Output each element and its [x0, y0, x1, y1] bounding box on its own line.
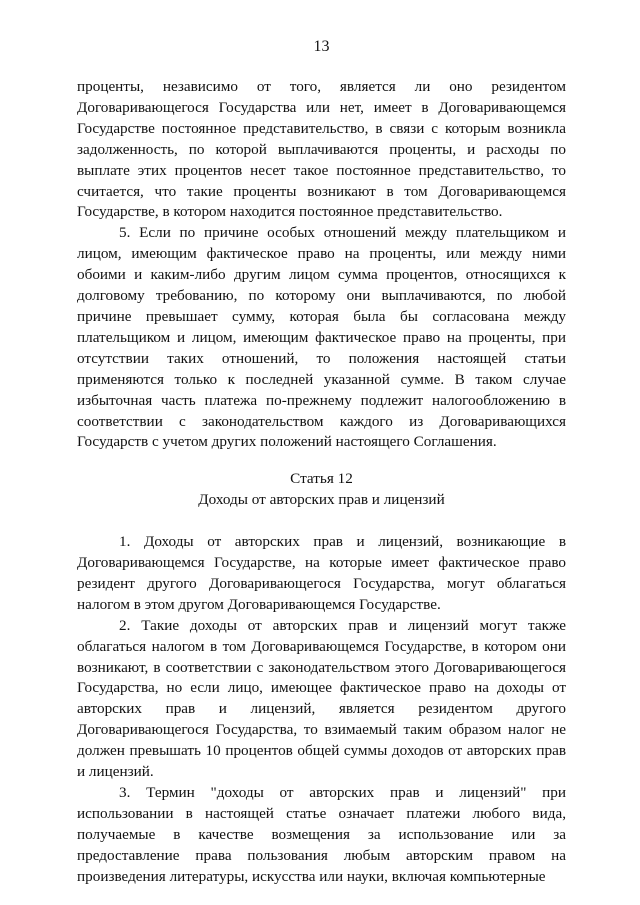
article-number: Статья 12: [290, 470, 353, 488]
paragraph-royalties-clause-3: 3. Термин "доходы от авторских прав и лицензий" при использовании в настоящей статье означает платежи любого вида, получаемые в качестве возмещения за использование или за предоставление права пользования любым авторским правом на произведения литературы, искусства или науки, включая компьютерные: [77, 784, 566, 885]
paragraph-royalties-clause-1: 1. Доходы от авторских прав и лицензий, возникающие в Договаривающемся Государстве, на которые имеет фактическое право резидент другого Договаривающегося Государства, могут облагаться налогом в этом другом Договаривающемся Государстве.: [77, 533, 566, 613]
page-number: 13: [313, 38, 330, 55]
paragraph-royalties-clause-2: 2. Такие доходы от авторских прав и лицензий могут также облагаться налогом в том Договаривающемся Государстве, в котором они возникают, в соответствии с законодательством этого Договаривающегося Государства, но если лицо, имеющее фактическое право на доходы от авторских прав и лицензий, является резидентом другого Договаривающегося Государства, то взимаемый таким образом налог не должен превышать 10 процентов общей суммы доходов от авторских прав и лицензий.: [77, 616, 566, 781]
paragraph-interest-clause-5: 5. Если по причине особых отношений между плательщиком и лицом, имеющим фактическое право на проценты, или между ними обоими и каким-либо другим лицом сумма процентов, относящихся к долговому требованию, по которому они выплачиваются, по любой причине превышает сумму, которая была бы согласована между плательщиком и лицом, имеющим фактическое право на проценты, при отсутствии таких отношений, то положения настоящей статьи применяются только к последней указанной сумме. В таком случае избыточная часть платежа по-прежнему подлежит налогообложению в соответствии с законодательством каждого из Договаривающихся Государств с учетом других положений настоящего Соглашения.: [77, 224, 566, 451]
article-title: Доходы от авторских прав и лицензий: [198, 491, 445, 509]
document-page: [77, 37, 566, 888]
paragraph-interest-continuation: проценты, независимо от того, является ли оно резидентом Договаривающегося Государства или нет, имеет в Договаривающемся Государстве постоянное представительство, в связи с которым возникла задолженность, по которой выплачиваются проценты, и расходы по выплате этих процентов несет такое постоянное представительство, то считается, что такие проценты возникают в том Договаривающемся Государстве, в котором находится постоянное представительство.: [77, 78, 566, 221]
